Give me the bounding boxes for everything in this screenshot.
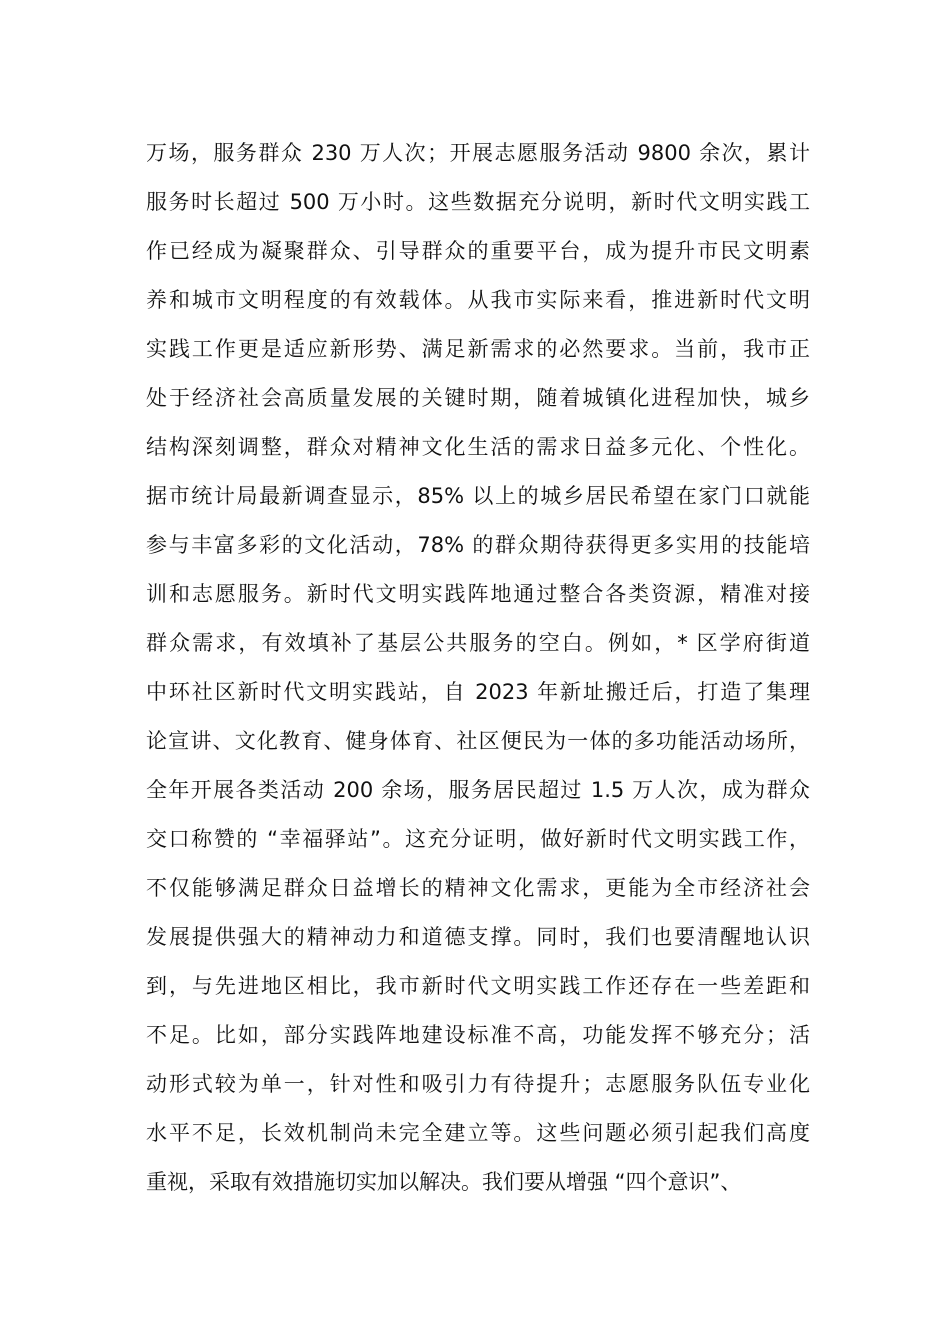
text-line: 作已经成为凝聚群众、引导群众的重要平台，成为提升市民文明素 <box>146 239 810 263</box>
text-line: 参与丰富多彩的文化活动，78% 的群众期待获得更多实用的技能培 <box>146 533 810 557</box>
text-line: 重视，采取有效措施切实加以解决。我们要从增强 “四个意识”、 <box>146 1170 742 1194</box>
text-line: 论宣讲、文化教育、健身体育、社区便民为一体的多功能活动场所， <box>146 729 810 753</box>
text-line: 处于经济社会高质量发展的关键时期，随着城镇化进程加快，城乡 <box>146 386 810 410</box>
text-line: 服务时长超过 500 万小时。这些数据充分说明，新时代文明实践工 <box>146 190 810 214</box>
text-line: 实践工作更是适应新形势、满足新需求的必然要求。当前，我市正 <box>146 337 810 361</box>
text-line: 万场，服务群众 230 万人次；开展志愿服务活动 9800 余次，累计 <box>146 141 810 165</box>
text-line: 中环社区新时代文明实践站，自 2023 年新址搬迁后，打造了集理 <box>146 680 810 704</box>
text-line: 发展提供强大的精神动力和道德支撑。同时，我们也要清醒地认识 <box>146 925 810 949</box>
text-line: 交口称赞的 “幸福驿站”。这充分证明，做好新时代文明实践工作， <box>146 827 810 851</box>
text-line: 群众需求，有效填补了基层公共服务的空白。例如，* 区学府街道 <box>146 631 810 655</box>
body-text <box>146 130 810 1208</box>
text-line: 不足。比如，部分实践阵地建设标准不高，功能发挥不够充分；活 <box>146 1023 810 1047</box>
text-line: 全年开展各类活动 200 余场，服务居民超过 1.5 万人次，成为群众 <box>146 778 810 802</box>
text-line: 养和城市文明程度的有效载体。从我市实际来看，推进新时代文明 <box>146 288 810 312</box>
text-line: 动形式较为单一，针对性和吸引力有待提升；志愿服务队伍专业化 <box>146 1072 810 1096</box>
text-line: 到，与先进地区相比，我市新时代文明实践工作还存在一些差距和 <box>146 974 810 998</box>
text-line: 水平不足，长效机制尚未完全建立等。这些问题必须引起我们高度 <box>146 1121 810 1145</box>
text-line: 结构深刻调整，群众对精神文化生活的需求日益多元化、个性化。 <box>146 435 810 459</box>
text-line: 据市统计局最新调查显示，85% 以上的城乡居民希望在家门口就能 <box>146 484 810 508</box>
text-line: 不仅能够满足群众日益增长的精神文化需求，更能为全市经济社会 <box>146 876 810 900</box>
text-line: 训和志愿服务。新时代文明实践阵地通过整合各类资源，精准对接 <box>146 582 810 606</box>
